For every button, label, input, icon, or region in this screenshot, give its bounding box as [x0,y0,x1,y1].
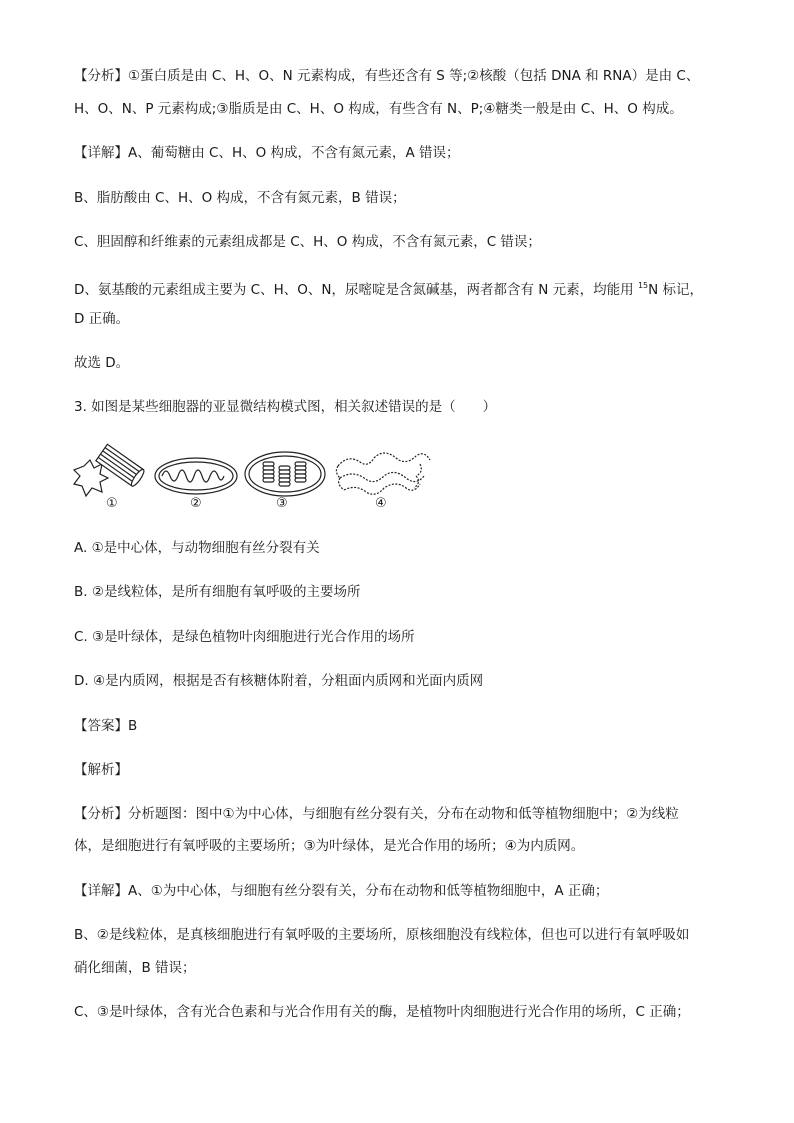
detail-line-d-text: D、氨基酸的元素组成主要为 C、H、O、N，尿嘧啶是含氮碱基，两者都含有 N 元素，均能用 [74,282,638,298]
q3-detail-c: C、③是叶绿体，含有光合色素和与光合作用有关的酶，是植物叶肉细胞进行光合作用的场所，C 正确； [74,1004,690,1020]
endoplasmic-reticulum-drawing [336,453,430,494]
analysis-line-1: 【分析】①蛋白质是由 C、H、O、N 元素构成，有些还含有 S 等;②核酸（包括 DNA 和 RNA）是由 C、 [74,68,700,84]
explanation-heading: 【解析】 [74,762,128,778]
analysis-line-2: H、O、N、P 元素构成;③脂质是由 C、H、O 构成，有些含有 N、P;④糖类一般是由 C、H、O 构成。 [74,101,683,117]
figure-label-3: ③ [276,496,288,511]
detail-line-d-tail: 标记， [658,282,704,298]
mitochondrion-drawing [155,458,237,494]
q3-detail-b-line-1: B、②是线粒体，是真核细胞进行有氧呼吸的主要场所，原核细胞没有线粒体，但也可以进行有氧呼吸如 [74,927,690,943]
option-c: C. ③是叶绿体，是绿色植物叶肉细胞进行光合作用的场所 [74,629,415,645]
isotope-mass-number: 15 [637,281,649,290]
detail-line-a: 【详解】A、葡萄糖由 C、H、O 构成，不含有氮元素，A 错误； [74,145,460,161]
q3-detail-a: 【详解】A、①为中心体，与细胞有丝分裂有关，分布在动物和低等植物细胞中，A 正确； [74,883,609,899]
detail-line-b: B、脂肪酸由 C、H、O 构成，不含有氮元素，B 错误； [74,190,406,206]
question-3-stem: 3. 如图是某些细胞器的亚显微结构模式图，相关叙述错误的是（ ） [74,399,497,415]
chloroplast-drawing [245,452,325,496]
isotope-symbol: N [648,282,659,298]
detail-line-d-cont: D 正确。 [74,311,130,327]
q3-analysis-line-2: 体，是细胞进行有氧呼吸的主要场所；③为叶绿体，是光合作用的场所；④为内质网。 [74,838,585,854]
figure-label-4: ④ [375,496,387,511]
figure-label-2: ② [190,496,202,511]
detail-line-d [74,276,724,300]
answer-label: 【答案】B [74,718,138,734]
q3-analysis-line-1: 【分析】分析题图：图中①为中心体，与细胞有丝分裂有关，分布在动物和低等植物细胞中；②为线粒 [74,806,679,822]
centriole-drawing [74,444,146,496]
option-b: B. ②是线粒体，是所有细胞有氧呼吸的主要场所 [74,584,361,600]
option-a: A. ①是中心体，与动物细胞有丝分裂有关 [74,540,320,556]
detail-line-c: C、胆固醇和纤维素的元素组成都是 C、H、O 构成，不含有氮元素，C 错误； [74,234,541,250]
answer-choice-line: 故选 D。 [74,355,130,371]
option-d: D. ④是内质网，根据是否有核糖体附着，分粗面内质网和光面内质网 [74,673,484,689]
figure-label-1: ① [106,496,118,511]
q3-detail-b-line-2: 硝化细菌，B 错误； [74,960,196,976]
